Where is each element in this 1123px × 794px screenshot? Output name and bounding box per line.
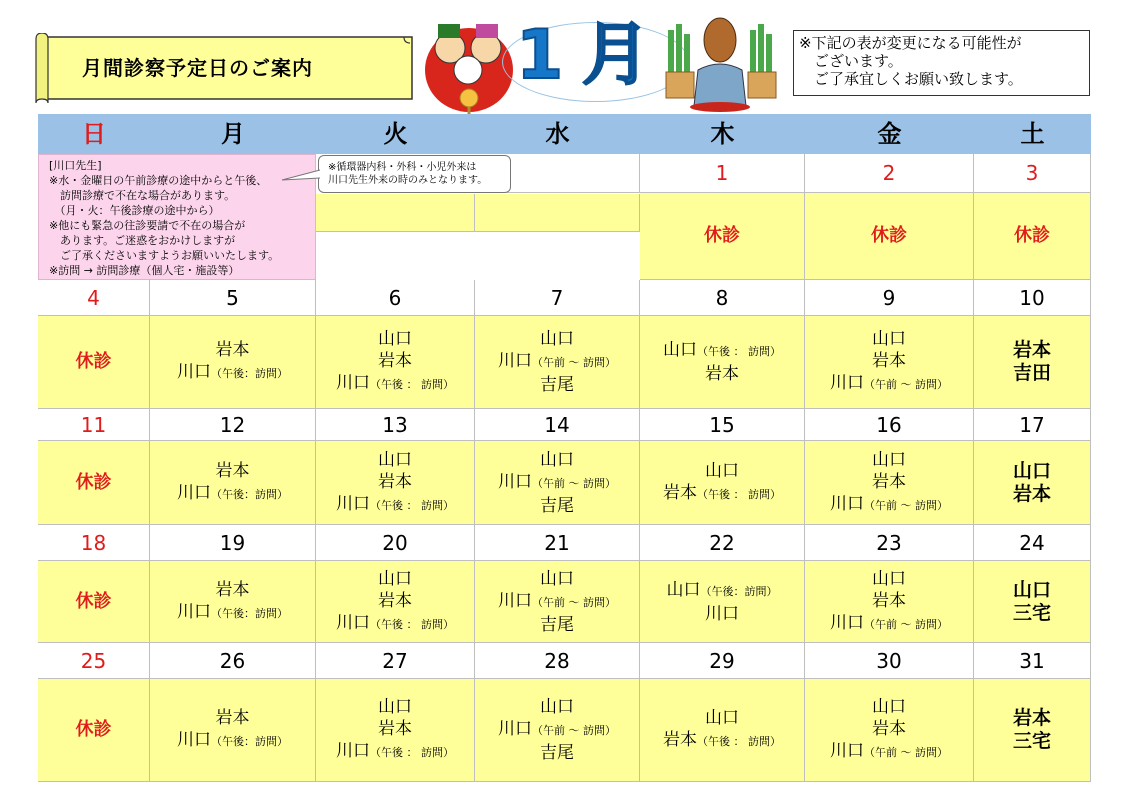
schedule-cell	[316, 194, 475, 232]
doctor-line	[872, 328, 906, 350]
doctor-line	[1013, 362, 1051, 385]
visit-note: （午後 ： 訪問）	[697, 735, 781, 748]
kadomatsu-horse-illustration	[660, 10, 780, 112]
doctor-name: 岩本	[378, 590, 412, 611]
schedule-cell	[805, 193, 974, 280]
doctor-name: 岩本	[663, 730, 697, 750]
note-line: [川口先生]	[49, 159, 102, 172]
notice-line: ご了承宜しくお願い致します。	[799, 70, 1023, 88]
doctor-name: 川口	[336, 493, 370, 514]
doctor-line	[1013, 579, 1051, 602]
schedule-cell	[316, 441, 475, 525]
doctor-name: 山口	[378, 449, 412, 470]
note-line: （月・火：午後診療の途中から）	[49, 204, 220, 217]
doctor-line	[378, 350, 412, 372]
note-line: 訪問診療で不在な場合があります。	[49, 189, 236, 202]
doctor-line	[1013, 339, 1051, 362]
doctor-line	[498, 718, 616, 742]
visit-note: （午後：訪問）	[211, 487, 288, 501]
change-notice	[793, 30, 1090, 96]
date-cell: 13	[316, 409, 475, 441]
doctor-line	[216, 460, 250, 482]
date-cell: 11	[38, 409, 150, 441]
closed-label	[704, 225, 740, 247]
doctor-line	[872, 696, 906, 718]
doctor-name: 岩本	[378, 471, 412, 492]
doctor-line	[540, 328, 574, 350]
doctor-line	[1013, 730, 1051, 753]
date-cell: 25	[38, 643, 150, 679]
weekday-header: 水	[475, 114, 640, 154]
doctor-name: 川口	[498, 351, 532, 371]
doctor-line	[177, 482, 288, 506]
doctor-name: 休診	[75, 351, 112, 372]
doctor-name: 休診	[1014, 225, 1050, 246]
date-cell: 21	[475, 525, 640, 561]
doctor-name: 山口	[540, 329, 574, 349]
schedule-cell	[805, 561, 974, 643]
doctor-name: 川口	[830, 741, 864, 761]
doctor-name: 岩本	[872, 471, 906, 492]
closed-label	[76, 472, 112, 494]
doctor-line	[830, 612, 948, 636]
doctor-name: 山口	[378, 568, 412, 589]
schedule-cell	[38, 561, 150, 643]
visit-note: （午後 ： 訪問）	[370, 617, 454, 631]
doctor-name: 川口	[336, 373, 370, 393]
closed-label	[76, 591, 112, 613]
schedule-cell	[640, 316, 805, 409]
visit-note: （午前 ～ 訪問）	[532, 724, 616, 737]
schedule-cell	[38, 441, 150, 525]
schedule-cell	[640, 679, 805, 782]
doctor-line	[540, 495, 574, 517]
visit-note: （午後 ： 訪問）	[370, 746, 454, 759]
doctor-name: 川口	[830, 612, 864, 633]
weekday-header: 火	[316, 114, 475, 154]
schedule-cell	[316, 561, 475, 643]
doctor-line	[663, 339, 781, 363]
date-cell: 4	[38, 280, 150, 316]
doctor-name: 吉田	[1012, 362, 1051, 384]
note-line: あります。ご迷惑をおかけしますが	[49, 234, 236, 247]
doctor-name: 山口	[872, 568, 906, 589]
date-cell: 2	[805, 154, 974, 193]
doctor-line	[1013, 602, 1051, 625]
visit-note: （午前 ～ 訪問）	[532, 595, 616, 609]
doctor-name: 三宅	[1012, 730, 1051, 752]
doctor-line	[830, 372, 948, 396]
doctor-line	[540, 696, 574, 718]
doctor-line	[336, 372, 454, 396]
doctor-line	[177, 729, 288, 753]
schedule-cell	[475, 561, 640, 643]
doctor-line	[1013, 483, 1051, 506]
note-line: ※他にも緊急の往診要請で不在の場合が	[49, 219, 246, 232]
schedule-cell	[974, 193, 1091, 280]
doctor-line	[378, 696, 412, 718]
doctor-line	[540, 568, 574, 590]
doctor-name: 山口	[1012, 459, 1051, 482]
doctor-line	[216, 339, 250, 361]
doctor-line	[498, 350, 616, 374]
doctor-name: 岩本	[215, 579, 250, 600]
schedule-cell	[974, 441, 1091, 525]
doctor-line	[1013, 460, 1051, 483]
date-cell: 29	[640, 643, 805, 679]
schedule-cell	[974, 561, 1091, 643]
schedule-cell	[805, 441, 974, 525]
date-cell: 17	[974, 409, 1091, 441]
month-kanji: 月	[582, 16, 651, 95]
doctor-name: 三宅	[1012, 601, 1051, 624]
visit-note: （午後：訪問）	[211, 735, 288, 748]
date-cell: 7	[475, 280, 640, 316]
callout-line: 川口先生外来の時のみとなります。	[328, 175, 488, 186]
date-cell: 27	[316, 643, 475, 679]
doctor-name: 山口	[1012, 578, 1051, 601]
doctor-line	[872, 590, 906, 612]
doctor-name: 吉尾	[540, 375, 574, 395]
closed-label	[1014, 225, 1050, 247]
doctor-line	[216, 707, 250, 729]
schedule-cell	[475, 441, 640, 525]
month-number: 1	[516, 16, 564, 95]
callout-pointer	[280, 168, 322, 184]
doctor-name: 休診	[75, 719, 112, 740]
visit-note: （午後 ： 訪問）	[697, 345, 781, 358]
doctor-line	[498, 471, 616, 495]
doctor-name: 山口	[540, 449, 574, 470]
date-cell: 6	[316, 280, 475, 316]
kawaguchi-note	[38, 154, 316, 280]
visit-note: （午後 ： 訪問）	[370, 378, 454, 391]
closed-label	[76, 719, 112, 741]
doctor-name: 川口	[336, 612, 370, 633]
doctor-name: 山口	[872, 449, 906, 470]
date-cell: 28	[475, 643, 640, 679]
doctor-line	[378, 449, 412, 471]
date-cell: 20	[316, 525, 475, 561]
schedule-cell	[640, 561, 805, 643]
doctor-line	[830, 493, 948, 517]
doctor-name: 山口	[663, 340, 697, 360]
doctor-line	[663, 482, 781, 506]
doctor-line	[540, 374, 574, 396]
doctor-name: 岩本	[663, 482, 697, 503]
visit-note: （午前 ～ 訪問）	[864, 746, 948, 759]
weekday-header: 土	[974, 114, 1091, 154]
visit-note: （午後：訪問）	[211, 367, 288, 380]
visit-note: （午後：訪問）	[211, 606, 288, 620]
doctor-name: 川口	[177, 482, 211, 503]
note-line: ご了承くださいますようお願いいたします。	[49, 249, 280, 262]
doctor-line	[663, 729, 781, 753]
schedule-cell	[805, 679, 974, 782]
doctor-line	[336, 493, 454, 517]
callout-line: ※循環器内科・外科・小児外来は	[328, 162, 477, 173]
schedule-cell	[475, 316, 640, 409]
doctor-line	[1013, 707, 1051, 730]
schedule-cell	[974, 316, 1091, 409]
visit-note: （午前 ～ 訪問）	[864, 617, 948, 631]
date-cell: 8	[640, 280, 805, 316]
doctor-line	[540, 449, 574, 471]
visit-note: （午前 ～ 訪問）	[532, 476, 616, 490]
doctor-name: 岩本	[872, 351, 906, 371]
doctor-name: 岩本	[378, 351, 412, 371]
doctor-name: 山口	[378, 697, 412, 717]
doctor-line	[667, 579, 778, 603]
doctor-name: 岩本	[705, 364, 739, 384]
date-cell: 19	[150, 525, 316, 561]
date-cell: 15	[640, 409, 805, 441]
doctor-name: 休診	[75, 471, 112, 493]
doctor-name: 山口	[540, 568, 574, 589]
doctor-name: 岩本	[872, 719, 906, 739]
date-cell: 12	[150, 409, 316, 441]
doctor-name: 山口	[666, 579, 701, 600]
doctor-name: 川口	[830, 373, 864, 393]
doctor-name: 休診	[871, 225, 907, 246]
doctor-line	[705, 460, 739, 482]
doctor-line	[336, 740, 454, 764]
doctor-line	[177, 361, 288, 385]
doctor-name: 山口	[872, 329, 906, 349]
schedule-cell	[150, 316, 316, 409]
doctor-line	[540, 614, 574, 636]
schedule-cell	[805, 316, 974, 409]
date-cell: 10	[974, 280, 1091, 316]
doctor-line	[378, 328, 412, 350]
doctor-name: 吉尾	[540, 495, 574, 516]
schedule-cell	[640, 441, 805, 525]
date-cell: 14	[475, 409, 640, 441]
doctor-line	[705, 603, 739, 625]
doctor-line	[872, 449, 906, 471]
doctor-name: 山口	[540, 697, 574, 717]
doctor-line	[705, 363, 739, 385]
doctor-name: 川口	[336, 741, 370, 761]
visit-note: （午後 ： 訪問）	[370, 498, 454, 512]
visit-note: （午後 ： 訪問）	[697, 487, 781, 501]
doctor-name: 川口	[498, 471, 532, 492]
doctor-name: 休診	[704, 225, 740, 246]
schedule-cell	[38, 316, 150, 409]
doctor-name: 岩本	[872, 590, 906, 611]
doctor-name: 岩本	[215, 460, 250, 481]
doctor-name: 岩本	[1012, 482, 1051, 505]
date-cell: 5	[150, 280, 316, 316]
doctor-line	[216, 579, 250, 601]
banner-title: 月間診察予定日のご案内	[82, 56, 313, 80]
doctor-line	[177, 601, 288, 625]
doctor-name: 岩本	[1012, 707, 1051, 729]
doctor-name: 山口	[705, 460, 739, 481]
schedule-cell	[38, 679, 150, 782]
weekday-header: 月	[150, 114, 316, 154]
date-cell: 24	[974, 525, 1091, 561]
closed-label	[871, 225, 907, 247]
date-cell: 3	[974, 154, 1091, 193]
schedule-cell	[475, 679, 640, 782]
doctor-name: 岩本	[215, 708, 250, 728]
doctor-line	[872, 568, 906, 590]
doctor-line	[830, 740, 948, 764]
doctor-line	[872, 718, 906, 740]
doctor-line	[705, 707, 739, 729]
weekday-header: 木	[640, 114, 805, 154]
doctor-line	[498, 590, 616, 614]
doctor-line	[540, 742, 574, 764]
doctor-name: 川口	[177, 362, 211, 382]
doctor-name: 川口	[498, 590, 532, 611]
doctor-name: 岩本	[1012, 339, 1051, 361]
doctor-line	[336, 612, 454, 636]
visit-note: （午前 ～ 訪問）	[864, 378, 948, 391]
doctor-line	[872, 471, 906, 493]
notice-line: ※下記の表が変更になる可能性が	[799, 34, 1022, 52]
doctor-name: 岩本	[215, 340, 250, 360]
doctor-line	[378, 590, 412, 612]
date-cell: 18	[38, 525, 150, 561]
weekday-header: 日	[38, 114, 150, 154]
doctor-name: 吉尾	[540, 743, 574, 763]
doctor-name: 川口	[177, 730, 211, 750]
closed-label	[76, 351, 112, 373]
schedule-cell	[150, 561, 316, 643]
doctor-name: 休診	[75, 590, 112, 612]
date-cell: 22	[640, 525, 805, 561]
notice-line: ございます。	[799, 52, 903, 70]
date-cell: 23	[805, 525, 974, 561]
schedule-cell	[316, 679, 475, 782]
schedule-cell	[150, 679, 316, 782]
note-line: ※訪問 → 訪問診療（個人宅・施設等）	[49, 264, 240, 277]
doctor-name: 山口	[705, 708, 739, 728]
schedule-cell	[150, 441, 316, 525]
date-cell: 9	[805, 280, 974, 316]
date-cell: 30	[805, 643, 974, 679]
visit-note: （午後：訪問）	[700, 584, 778, 598]
schedule-cell	[640, 193, 805, 280]
note-line: ※水・金曜日の午前診療の途中からと午後、	[49, 174, 268, 187]
doctor-line	[378, 718, 412, 740]
schedule-cell	[475, 194, 640, 232]
doctor-name: 吉尾	[540, 614, 574, 635]
doctor-name: 山口	[378, 329, 412, 349]
date-cell: 1	[640, 154, 805, 193]
doctor-line	[872, 350, 906, 372]
callout-note	[318, 155, 511, 193]
doctor-line	[378, 471, 412, 493]
visit-note: （午前 ～ 訪問）	[532, 356, 616, 369]
doctor-name: 山口	[872, 697, 906, 717]
visit-note: （午前 ～ 訪問）	[864, 498, 948, 512]
schedule-cell	[974, 679, 1091, 782]
doctor-name: 岩本	[378, 719, 412, 739]
doctor-name: 川口	[830, 493, 864, 514]
doctor-name: 川口	[177, 601, 211, 622]
doctor-name: 川口	[498, 719, 532, 739]
date-cell: 31	[974, 643, 1091, 679]
date-cell: 26	[150, 643, 316, 679]
date-cell: 16	[805, 409, 974, 441]
doctor-line	[378, 568, 412, 590]
schedule-cell	[316, 316, 475, 409]
weekday-header: 金	[805, 114, 974, 154]
doctor-name: 川口	[705, 603, 739, 624]
